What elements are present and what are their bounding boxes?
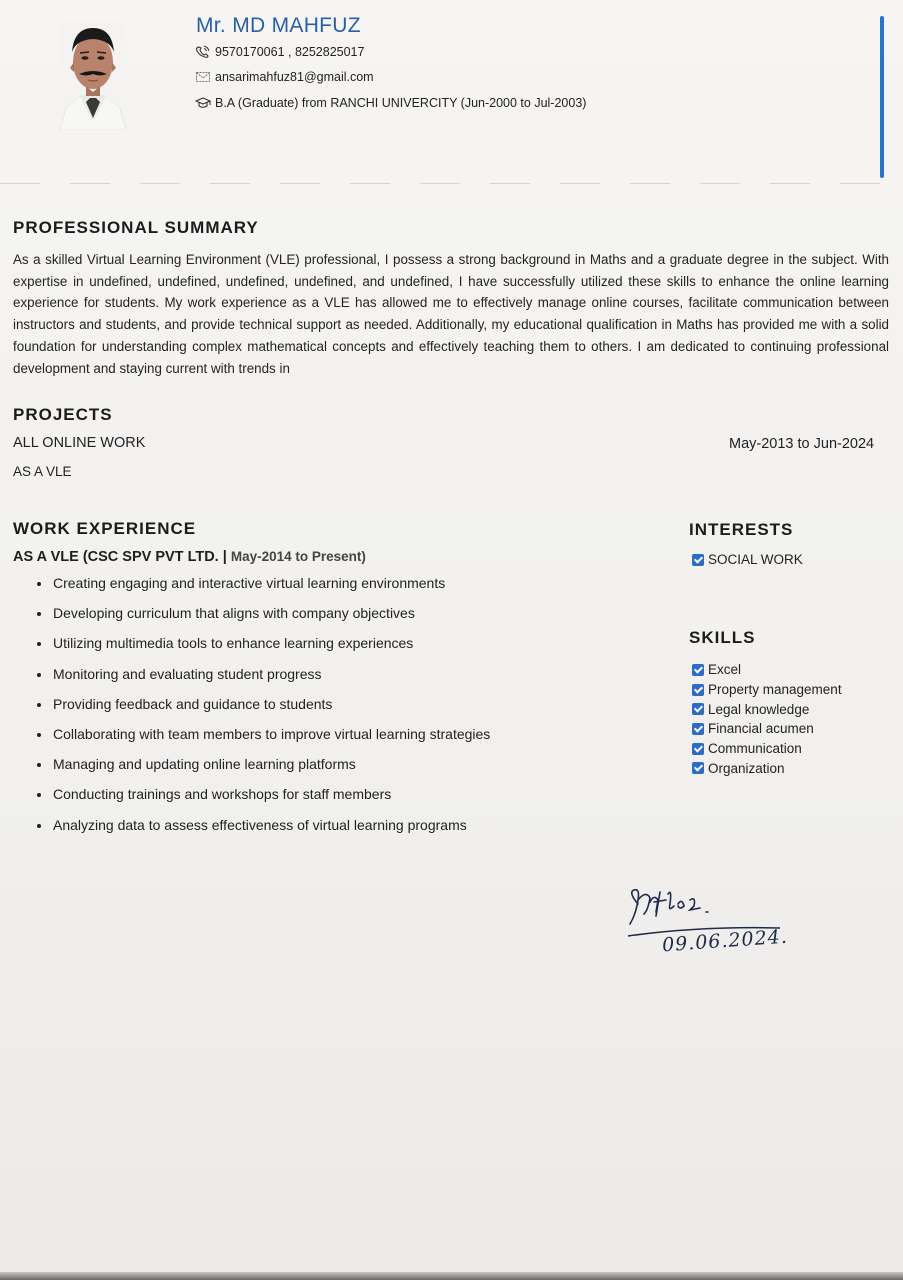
skill-label: Property management bbox=[708, 682, 842, 698]
skill-item bbox=[692, 758, 842, 778]
education-detail: B.A (Graduate) from RANCHI UNIVERCITY (Jun-2000 to Jul-2003) bbox=[215, 96, 587, 110]
skill-label: Communication bbox=[708, 741, 802, 757]
duty-item: Conducting trainings and workshops for staff members bbox=[34, 786, 490, 816]
checkbox-icon bbox=[692, 664, 704, 676]
skill-item bbox=[692, 719, 842, 739]
skill-label: Organization bbox=[708, 760, 785, 776]
checkbox-icon bbox=[692, 684, 704, 696]
phone-numbers: 9570170061 , 8252825017 bbox=[215, 45, 365, 59]
duty-item: Utilizing multimedia tools to enhance learning experiences bbox=[34, 635, 490, 665]
education-line bbox=[195, 96, 586, 110]
duty-item: Managing and updating online learning platforms bbox=[34, 756, 490, 786]
skills-list bbox=[692, 660, 842, 778]
accent-bar bbox=[880, 16, 884, 178]
graduation-cap-icon bbox=[195, 96, 211, 110]
header-divider bbox=[0, 183, 903, 184]
checkbox-icon bbox=[692, 703, 704, 715]
checkbox-icon bbox=[692, 762, 704, 774]
project-name: ALL ONLINE WORK bbox=[13, 435, 146, 451]
interest-item bbox=[692, 552, 803, 567]
checkbox-icon bbox=[692, 743, 704, 755]
job-company: AS A VLE (CSC SPV PVT LTD. | bbox=[13, 549, 227, 565]
work-heading: WORK EXPERIENCE bbox=[13, 519, 197, 538]
skill-label: Financial acumen bbox=[708, 721, 814, 737]
phone-line bbox=[195, 45, 364, 59]
project-dates: May-2013 to Jun-2024 bbox=[729, 436, 875, 452]
signature-date: 09.06.2024. bbox=[661, 925, 789, 957]
candidate-name: Mr. MD MAHFUZ bbox=[196, 14, 361, 37]
envelope-icon bbox=[195, 70, 211, 84]
summary-text: As a skilled Virtual Learning Environment (VLE) professional, I possess a strong background in Maths and a graduate degree in the subject. With expertise in undefined, undefined, undefined, undefined, and undefined, I have successfully utilized these skills to enhance the online learning experience for students. My work experience as a VLE has allowed me to effectively manage online courses, facilitate communication between instructors and students, and provide technical support as needed. Additionally, my educational qualification in Maths has provided me with a solid foundation for understanding complex mathematical concepts and effectively teaching them to others. I am dedicated to continuing professional development and staying current with trends in bbox=[13, 252, 889, 376]
job-dates: May-2014 to Present) bbox=[230, 549, 366, 564]
duty-item: Providing feedback and guidance to students bbox=[34, 696, 490, 726]
phone-icon bbox=[195, 45, 211, 59]
skill-item bbox=[692, 660, 842, 680]
skills-heading: SKILLS bbox=[689, 628, 756, 647]
duties-list bbox=[34, 575, 490, 847]
checkbox-icon bbox=[692, 723, 704, 735]
email-line bbox=[195, 70, 374, 84]
duty-item: Creating engaging and interactive virtual learning environments bbox=[34, 575, 490, 605]
interest-label: SOCIAL WORK bbox=[708, 552, 803, 567]
checkbox-icon bbox=[692, 554, 704, 566]
project-role: AS A VLE bbox=[13, 464, 72, 479]
skill-label: Legal knowledge bbox=[708, 701, 810, 717]
page-edge bbox=[0, 1272, 903, 1280]
interests-heading: INTERESTS bbox=[689, 520, 794, 539]
duty-item: Collaborating with team members to improve virtual learning strategies bbox=[34, 726, 490, 756]
projects-heading: PROJECTS bbox=[13, 405, 113, 424]
interests-list bbox=[692, 552, 803, 567]
duty-item: Developing curriculum that aligns with company objectives bbox=[34, 605, 490, 635]
summary-heading: PROFESSIONAL SUMMARY bbox=[13, 218, 259, 237]
email-address: ansarimahfuz81@gmail.com bbox=[215, 70, 374, 84]
duty-item: Monitoring and evaluating student progress bbox=[34, 666, 490, 696]
duty-item: Analyzing data to assess effectiveness of virtual learning programs bbox=[34, 817, 490, 847]
skill-item bbox=[692, 739, 842, 759]
job-title bbox=[13, 549, 366, 565]
skill-item bbox=[692, 699, 842, 719]
skill-item bbox=[692, 680, 842, 700]
skill-label: Excel bbox=[708, 662, 742, 678]
profile-photo bbox=[60, 22, 126, 130]
